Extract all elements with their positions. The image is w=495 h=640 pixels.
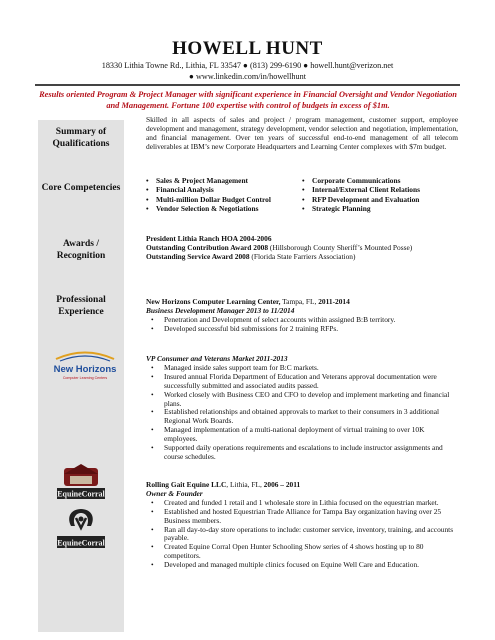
job-bullets: [146, 364, 458, 462]
company-name: New Horizons Computer Learning Center,: [146, 297, 281, 306]
job-bullet: • Insured annual Florida Department of Education and Veterans approval documentation were successfully submitted and associated audits passed.: [146, 373, 458, 391]
new-horizons-wordmark: New Horizons: [53, 364, 117, 375]
job-bullet: • Supported daily operations requirements and escalations to include instructor assignments and course schedules.: [146, 444, 458, 462]
competency-item: • Corporate Communications: [302, 176, 462, 185]
job-bullet: • Created Equine Corral Open Hunter Schooling Show series of 4 shows hosting up to 80 competitors.: [146, 543, 458, 561]
award-item: [146, 253, 458, 262]
job-bullet: • Developed and managed multiple clinics focused on Equine Well Care and Education.: [146, 561, 458, 570]
equine-corral-wordmark: EquineCorral: [57, 538, 105, 548]
job-dates: 2006 – 2011: [263, 480, 301, 489]
section-title-awards: Awards / Recognition: [56, 239, 106, 261]
job-bullet: • Established relationships and obtained approvals to market to their consumers in 3 additional Regional Work Boards.: [146, 408, 458, 426]
section-title-competencies: Core Competencies: [41, 183, 121, 193]
job-role: Owner & Founder: [146, 488, 203, 498]
summary-statement: Results oriented Program & Project Manager with significant experience in Financial Oversight and Vendor Negotiation and Management. Fortune 100 expertise with control of budgets in excess of $1m.: [39, 90, 457, 110]
equine-corral-logo-2: [56, 506, 106, 550]
competency-item: • Financial Analysis: [146, 185, 296, 194]
section-title-experience: Professional Experience: [56, 295, 106, 317]
competency-item: • RFP Development and Evaluation: [302, 195, 462, 204]
award-detail: (Florida State Farriers Association): [249, 251, 356, 261]
award-detail: (Hillsborough County Sheriff’s Mounted Posse): [268, 242, 413, 252]
new-horizons-logo: [52, 348, 118, 382]
company-name: Rolling Gait Equine LLC: [146, 480, 227, 489]
equine-corral-wordmark: EquineCorral: [57, 489, 105, 499]
job-role: VP Consumer and Veterans Market 2011-2013: [146, 354, 288, 363]
award-name: President Lithia Ranch HOA 2004-2006: [146, 234, 272, 243]
job-role: Business Development Manager 2013 to 11/2014: [146, 305, 295, 315]
linkedin-line: ● www.linkedin.com/in/howellhunt: [189, 72, 306, 81]
header-divider: [35, 84, 460, 86]
job-bullet: • Penetration and Development of select accounts within assigned B:B territory.: [146, 316, 458, 325]
job-location: Tampa, FL,: [280, 297, 319, 306]
job-bullet: • Managed inside sales support team for B:C markets.: [146, 364, 458, 373]
candidate-name: HOWELL HUNT: [172, 38, 323, 59]
competency-item: • Internal/External Client Relations: [302, 185, 462, 194]
competency-item: • Multi-million Dollar Budget Control: [146, 195, 296, 204]
competencies-list-left: [146, 176, 296, 213]
award-name: Outstanding Contribution Award 2008: [146, 242, 269, 252]
competencies-list-right: [302, 176, 462, 213]
job-bullets: [146, 499, 458, 570]
equine-corral-logo-1: [56, 462, 106, 500]
address-line: 18330 Lithia Towne Rd., Lithia, FL 33547 ● (813) 299-6190 ● howell.hunt@verizon.net: [101, 61, 394, 70]
job-bullet: • Managed implementation of a multi-national deployment of virtual training to over 10K employees.: [146, 426, 458, 444]
job-bullet: • Established and hosted Equestrian Trade Alliance for Tampa Bay organization having over 25 Business members.: [146, 508, 458, 526]
competency-item: • Sales & Project Management: [146, 176, 296, 185]
contact-info: [0, 60, 495, 82]
job-rolling-gait: [146, 481, 458, 570]
awards-list: [146, 235, 458, 262]
competency-item: • Vendor Selection & Negotiations: [146, 204, 296, 213]
job-bullets: [146, 316, 458, 334]
section-title-qualifications: Summary of Qualifications: [52, 127, 110, 149]
job-bullet: • Developed successful bid submissions for 2 training RFPs.: [146, 325, 458, 334]
award-name: Outstanding Service Award 2008: [146, 251, 250, 261]
job-bullet: • Worked closely with Business CEO and CFO to develop and implement marketing and financial plans.: [146, 391, 458, 409]
job-dates: 2011-2014: [318, 297, 350, 306]
job-bullet: • Created and funded 1 retail and 1 wholesale store in Lithia focused on the equestrian market.: [146, 499, 458, 508]
competency-item: • Strategic Planning: [302, 204, 462, 213]
job-new-horizons: [146, 298, 458, 334]
job-bullet: • Ran all day-to-day store operations to include: customer service, inventory, training, and accounts payable.: [146, 526, 458, 544]
qualifications-text: Skilled in all aspects of sales and project / program management, customer support, employee development and management, strategy development, vendor selection and negotiation, implementation, and financial management. Over ten years of successful end-to-end management of all telecom deliverables at IBM’s new Corporate Headquarters and Learning Center complexes with $7m budget.: [146, 115, 458, 151]
job-location: , Lithia, FL,: [226, 480, 264, 489]
job-vp-consumer: [146, 355, 458, 462]
new-horizons-tagline: Computer Learning Centers: [62, 376, 108, 380]
